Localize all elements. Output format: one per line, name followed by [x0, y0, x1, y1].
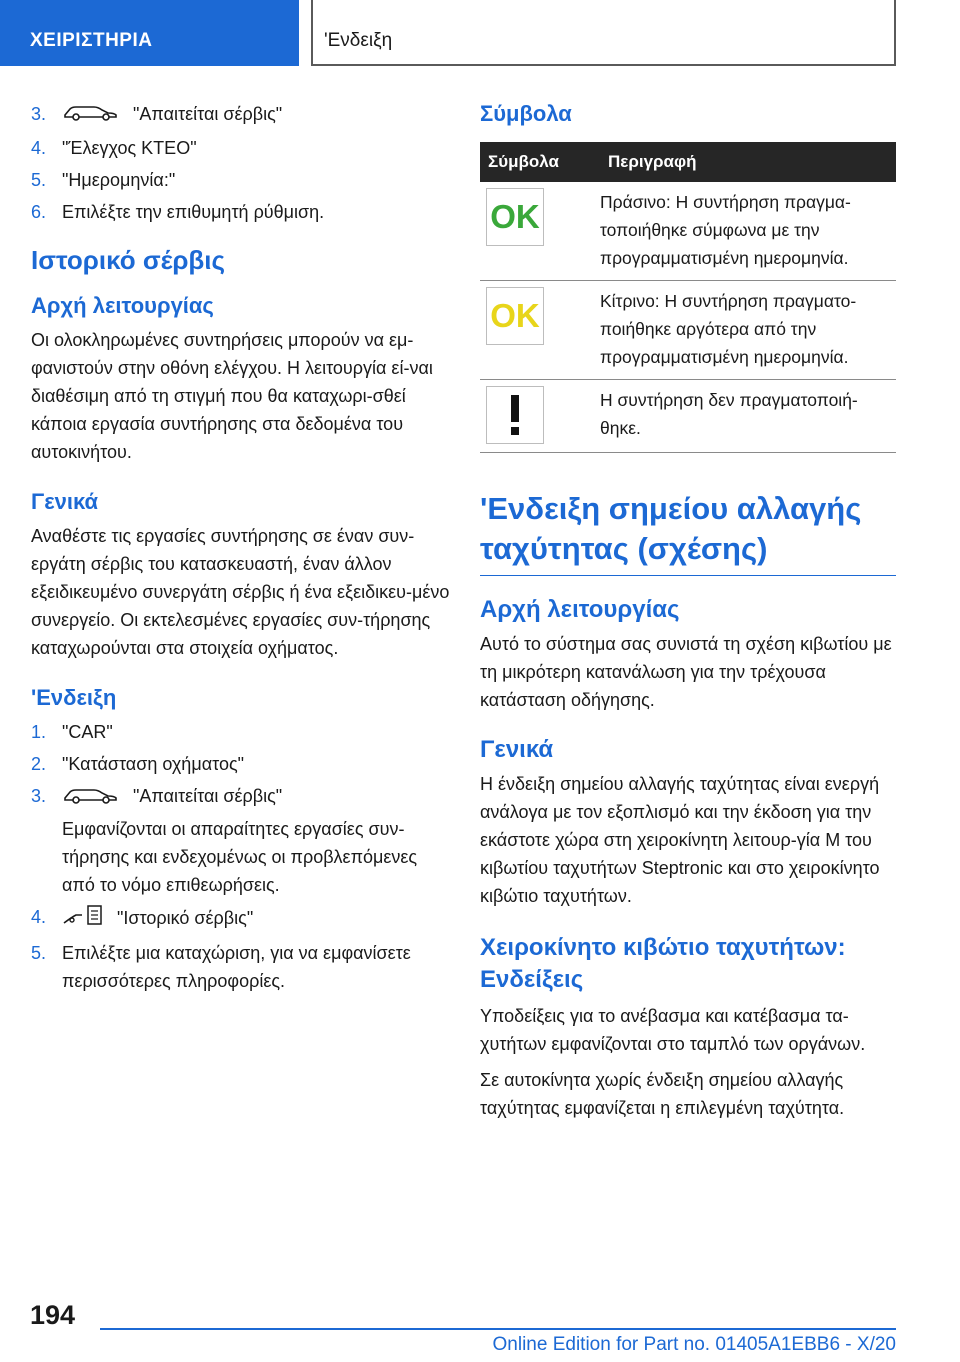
- subsection-title-principle: Αρχή λειτουργίας: [31, 293, 214, 319]
- general-paragraph: Αναθέστε τις εργασίες συντήρησης σε έναν συν-εργάτη σέρβις του κατασκευαστή, έναν άλλον εξειδικευμένο συνεργάτη σέρβις ή ένα εξειδικευ-μένο συνεργείο. Οι εκτελεσμένες εργασίες συν-τήρησης καταχωρούνται στα στοιχεία οχήματος.: [31, 526, 450, 659]
- list-number: 4.: [31, 906, 47, 927]
- right-column: [480, 100, 896, 1122]
- description-cell: Η συντήρηση δεν πραγματοποιή-θηκε.: [600, 380, 896, 453]
- list-item: [31, 134, 451, 162]
- list-item: [31, 939, 451, 995]
- list-item: [31, 782, 451, 898]
- page-header: [0, 0, 960, 66]
- list-number: 5.: [31, 170, 47, 191]
- list-item: [31, 166, 451, 194]
- subsection-title-principle: Αρχή λειτουργίας: [480, 596, 680, 623]
- list-text: "Απαιτείται σέρβις": [133, 786, 283, 807]
- list-text: "Ημερομηνία:": [62, 170, 176, 191]
- manual-paragraph-2: Σε αυτοκίνητα χωρίς ένδειξη σημείου αλλαγής ταχύτητας εμφανίζεται η επιλεγμένη ταχύτητα.: [480, 1070, 845, 1118]
- symbol-cell: [480, 380, 600, 453]
- list-number: 2.: [31, 754, 47, 775]
- list-number: 1.: [31, 722, 47, 743]
- shift-general-paragraph: Η ένδειξη σημείου αλλαγής ταχύτητας είναι ενεργή ανάλογα με τον εξοπλισμό και την έκδοση για την εκάστοτε χώρα στη χειροκίνητη λειτουρ-γία M του κιβωτίου ταχυτήτων Steptronic και στο χειροκίνητο κιβώτιο ταχυτήτων.: [480, 774, 880, 906]
- list-item: [31, 903, 451, 935]
- table-row: [480, 380, 896, 453]
- steps-list-1: [31, 100, 451, 226]
- description-cell: Κίτρινο: Η συντήρηση πραγματο-ποιήθηκε αργότερα από την προγραμματισμένη ημερομηνία.: [600, 281, 896, 380]
- list-number: 5.: [31, 942, 47, 963]
- list-number: 6.: [31, 202, 47, 223]
- symbol-cell: [480, 281, 600, 380]
- manual-paragraph-1: Υποδείξεις για το ανέβασμα και κατέβασμα τα-χυτήτων εμφανίζονται στο ταμπλό των οργάνων.: [480, 1006, 866, 1054]
- ok-green-icon: OK: [486, 188, 544, 246]
- subsection-title-display: 'Ενδειξη: [31, 685, 117, 711]
- chapter-title: 'Ενδειξη: [311, 0, 896, 66]
- list-subtext: Εμφανίζονται οι απαραίτητες εργασίες συν-τήρησης και ενδεχομένως οι προβλεπόμενες από το νόμο επιθεωρήσεις.: [62, 818, 418, 895]
- car-service-icon: [62, 783, 120, 813]
- table-row: [480, 182, 896, 281]
- list-item: [31, 750, 451, 778]
- subsection-title-general: Γενικά: [480, 736, 554, 763]
- list-text: "Έλεγχος ΚΤΕΟ": [62, 138, 197, 159]
- shift-principle-paragraph: Αυτό το σύστημα σας συνιστά τη σχέση κιβωτίου με τη μικρότερη κατανάλωση για την τρέχουσα κατάσταση οδήγησης.: [480, 634, 892, 710]
- list-item: [31, 718, 451, 746]
- list-text: Επιλέξτε μια καταχώριση, για να εμφανίσετε περισσότερες πληροφορίες.: [62, 942, 411, 991]
- list-number: 3.: [31, 786, 47, 807]
- list-text: Επιλέξτε την επιθυμητή ρύθμιση.: [62, 202, 325, 223]
- exclamation-icon: [486, 386, 544, 444]
- subsection-title-manual: Χειροκίνητο κιβώτιο ταχυτήτων: Ενδείξεις: [480, 934, 846, 993]
- service-history-icon: [62, 903, 104, 935]
- list-item: [31, 100, 451, 130]
- list-text: "Κατάσταση οχήματος": [62, 754, 245, 775]
- list-text: "Απαιτείται σέρβις": [133, 104, 283, 124]
- table-header-row: [480, 142, 896, 182]
- description-cell: Πράσινο: Η συντήρηση πραγμα-τοποιήθηκε σύμφωνα με την προγραμματισμένη ημερομηνία.: [600, 182, 896, 281]
- steps-list-2: [31, 718, 451, 994]
- list-number: 3.: [31, 104, 47, 124]
- page-number: 194: [30, 1300, 76, 1330]
- car-service-icon: [62, 100, 120, 130]
- section-title-shift-indicator: 'Ενδειξη σημείου αλλαγής ταχύτητας (σχέσης): [480, 489, 896, 576]
- table-row: [480, 281, 896, 380]
- subsection-title-general: Γενικά: [31, 489, 99, 515]
- symbols-table: [480, 142, 896, 453]
- list-text: "Ιστορικό σέρβις": [117, 907, 254, 928]
- list-number: 4.: [31, 138, 47, 159]
- list-text: "CAR": [62, 722, 113, 743]
- edition-footer: Online Edition for Part no. 01405A1EBB6 - X/20: [492, 1334, 896, 1355]
- column-header-symbols: Σύμβολα: [480, 142, 600, 182]
- list-item: [31, 198, 451, 226]
- ok-yellow-icon: OK: [486, 287, 544, 345]
- left-column: [31, 100, 451, 999]
- section-title-history: Ιστορικό σέρβις: [31, 245, 226, 276]
- section-title-symbols: Σύμβολα: [480, 101, 572, 126]
- principle-paragraph: Οι ολοκληρωμένες συντηρήσεις μπορούν να εμ-φανιστούν στην οθόνη ελέγχου. Η λειτουργία εί-ναι διαθέσιμη από τη στιγμή που θα καταχωρι-σθεί κάποια εργασία συντήρησης στα δεδομένα του αυτοκινήτου.: [31, 330, 433, 463]
- footer-divider: [100, 1328, 896, 1330]
- section-tab: ΧΕΙΡΙΣΤΗΡΙΑ: [0, 0, 299, 66]
- symbol-cell: [480, 182, 600, 281]
- column-header-description: Περιγραφή: [600, 142, 896, 182]
